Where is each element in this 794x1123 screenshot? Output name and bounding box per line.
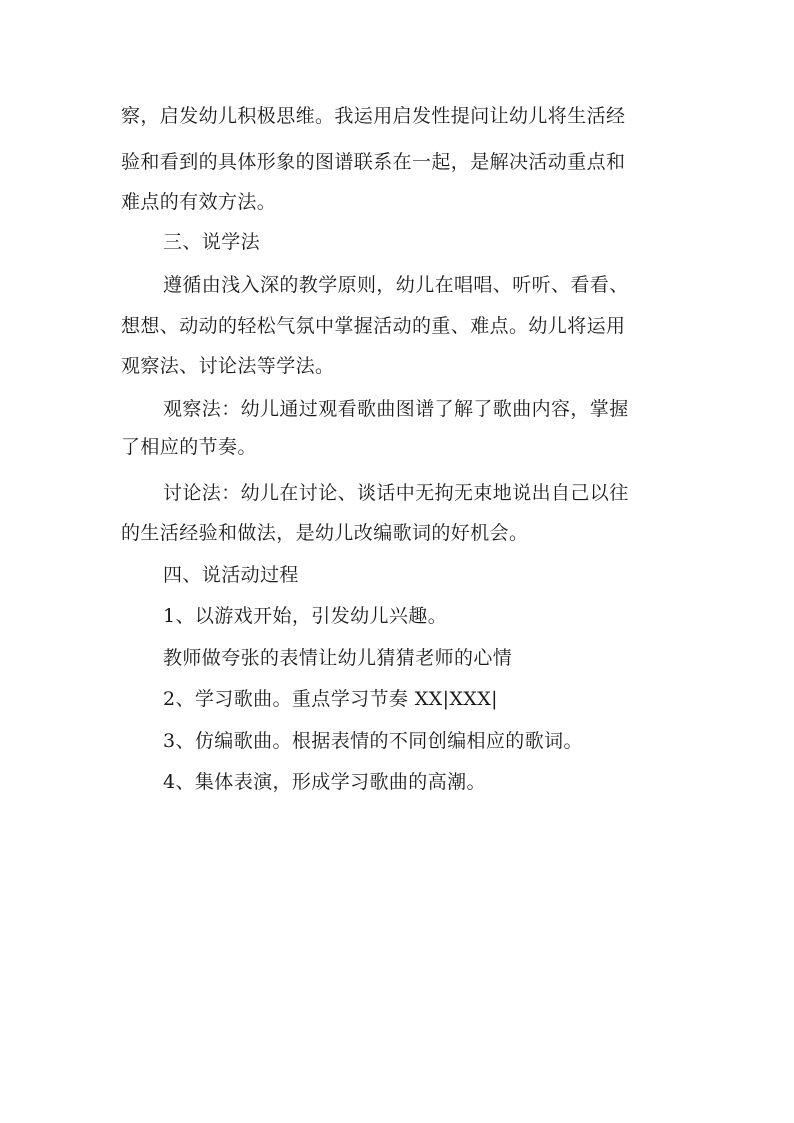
section-heading-study-methods: 三、说学法 [163, 231, 261, 253]
list-item: 3、仿编歌曲。根据表情的不同创编相应的歌词。 [163, 730, 583, 752]
section-heading-activity-process: 四、说活动过程 [163, 564, 299, 586]
body-text-line: 察，启发幼儿积极思维。我运用启发性提问让幼儿将生活经 [121, 105, 626, 127]
body-text-line: 的生活经验和做法，是幼儿改编歌词的好机会。 [121, 522, 529, 544]
body-text-line: 难点的有效方法。 [121, 191, 277, 213]
body-text-line: 讨论法：幼儿在讨论、谈话中无拘无束地说出自己以往 [163, 482, 629, 504]
body-text-line: 了相应的节奏。 [121, 436, 257, 458]
body-text-line: 想想、动动的轻松气氛中掌握活动的重、难点。幼儿将运用 [121, 315, 626, 337]
list-item: 1、以游戏开始，引发幼儿兴趣。 [163, 605, 448, 627]
body-text-line: 观察法、讨论法等学法。 [121, 355, 335, 377]
list-item: 4、集体表演，形成学习歌曲的高潮。 [163, 771, 486, 793]
body-text-line: 教师做夸张的表情让幼儿猜猜老师的心情 [163, 647, 513, 669]
list-item: 2、学习歌曲。重点学习节奏 XX|XXX| [163, 688, 498, 710]
body-text-line: 观察法：幼儿通过观看歌曲图谱了解了歌曲内容，掌握 [163, 398, 629, 420]
body-text-line: 验和看到的具体形象的图谱联系在一起，是解决活动重点和 [121, 151, 626, 173]
body-text-line: 遵循由浅入深的教学原则，幼儿在唱唱、听听、看看、 [163, 274, 629, 296]
